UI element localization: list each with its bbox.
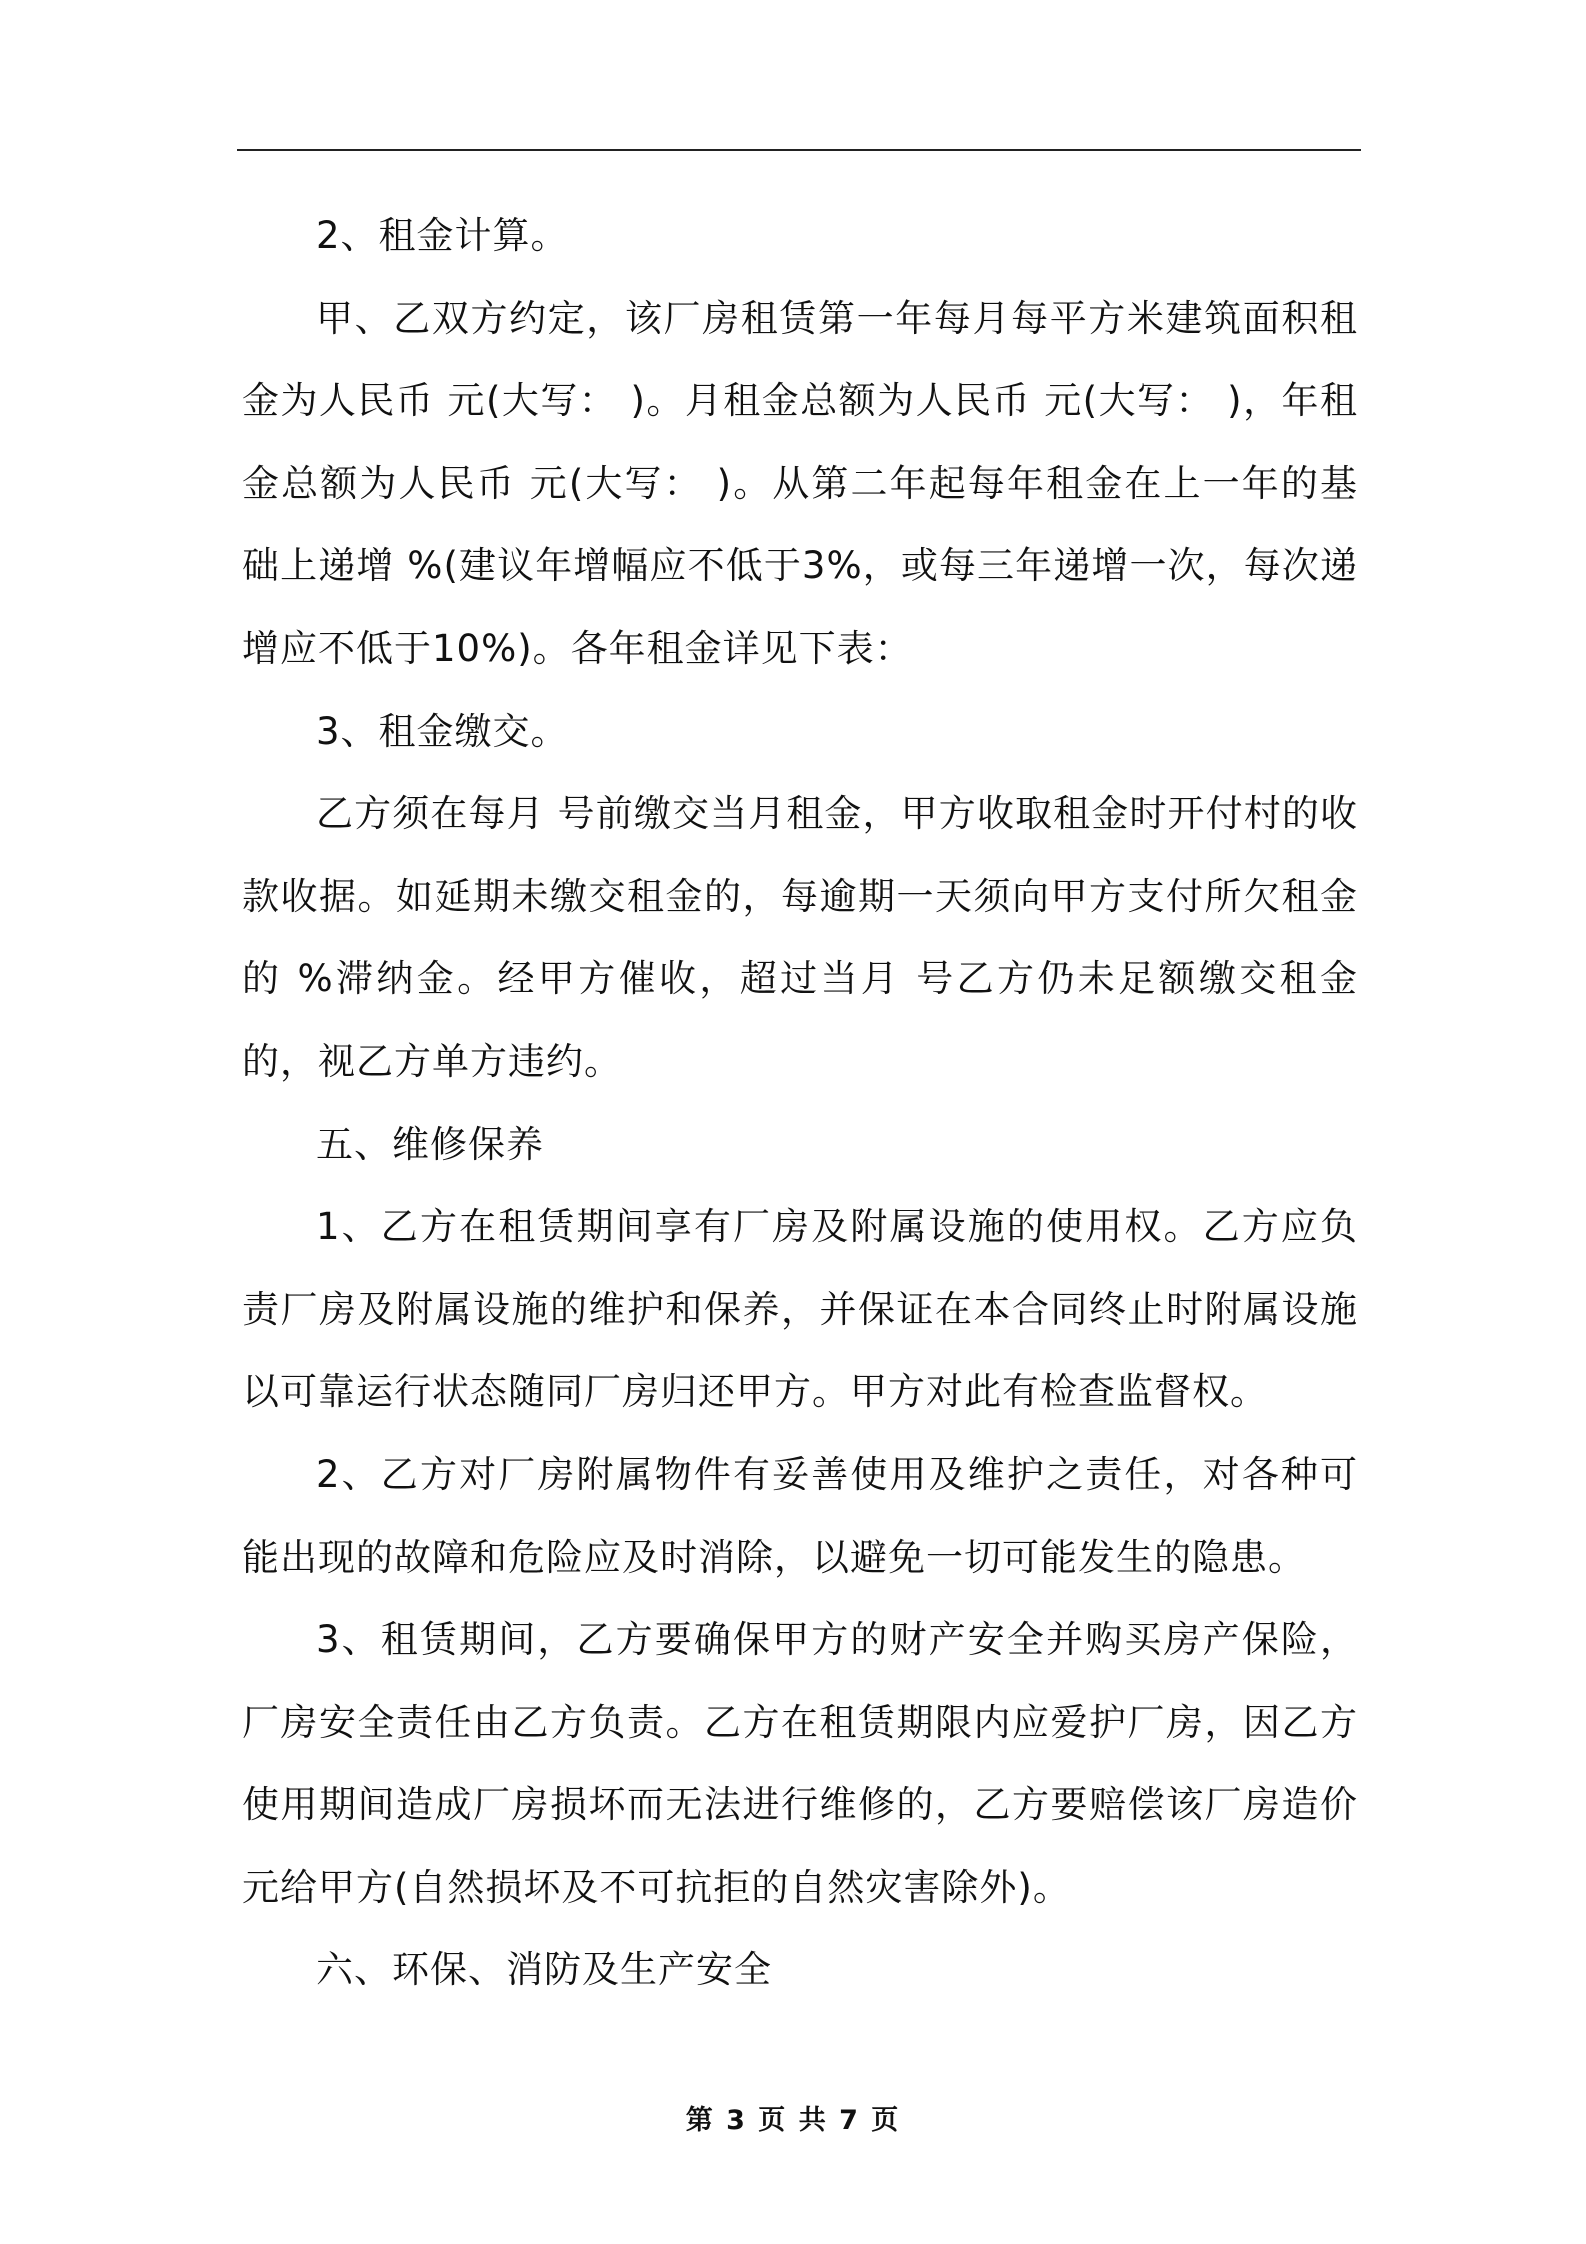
header-divider bbox=[237, 149, 1361, 151]
paragraph-maintenance-2: 2、乙方对厂房附属物件有妥善使用及维护之责任，对各种可能出现的故障和危险应及时消除，以避免一切可能发生的隐患。 bbox=[242, 1452, 1358, 1579]
subsection-heading-rent-payment: 3、租金缴交。 bbox=[316, 709, 569, 753]
page-number-footer: 第 3 页 共 7 页 bbox=[685, 2105, 901, 2136]
document-body bbox=[242, 195, 1358, 2012]
paragraph-rent-payment-terms: 乙方须在每月 号前缴交当月租金，甲方收取租金时开付村的收款收据。如延期未缴交租金的，每逾期一天须向甲方支付所欠租金的 %滞纳金。经甲方催收，超过当月 号乙方仍未足额缴交租金的，视乙方单方违约。 bbox=[242, 792, 1358, 1083]
paragraph-rent-agreement: 甲、乙双方约定，该厂房租赁第一年每月每平方米建筑面积租金为人民币 元(大写： )。月租金总额为人民币 元(大写： )，年租金总额为人民币 元(大写： )。从第二年起每年租金在上一年的基础上递增 %(建议年增幅应不低于3%，或每三年递增一次，每次递增应不低于10%)。各年租金详见下表： bbox=[242, 296, 1358, 670]
paragraph-maintenance-3: 3、租赁期间，乙方要确保甲方的财产安全并购买房产保险，厂房安全责任由乙方负责。乙方在租赁期限内应爱护厂房，因乙方使用期间造成厂房损坏而无法进行维修的，乙方要赔偿该厂房造价 元给甲方(自然损坏及不可抗拒的自然灾害除外)。 bbox=[242, 1618, 1358, 1909]
section-heading-environment-safety: 六、环保、消防及生产安全 bbox=[316, 1948, 772, 1992]
subsection-heading-rent-calculation: 2、租金计算。 bbox=[316, 214, 569, 257]
section-heading-maintenance: 五、维修保养 bbox=[316, 1122, 544, 1166]
paragraph-maintenance-1: 1、乙方在租赁期间享有厂房及附属设施的使用权。乙方应负责厂房及附属设施的维护和保养，并保证在本合同终止时附属设施以可靠运行状态随同厂房归还甲方。甲方对此有检查监督权。 bbox=[242, 1205, 1358, 1414]
